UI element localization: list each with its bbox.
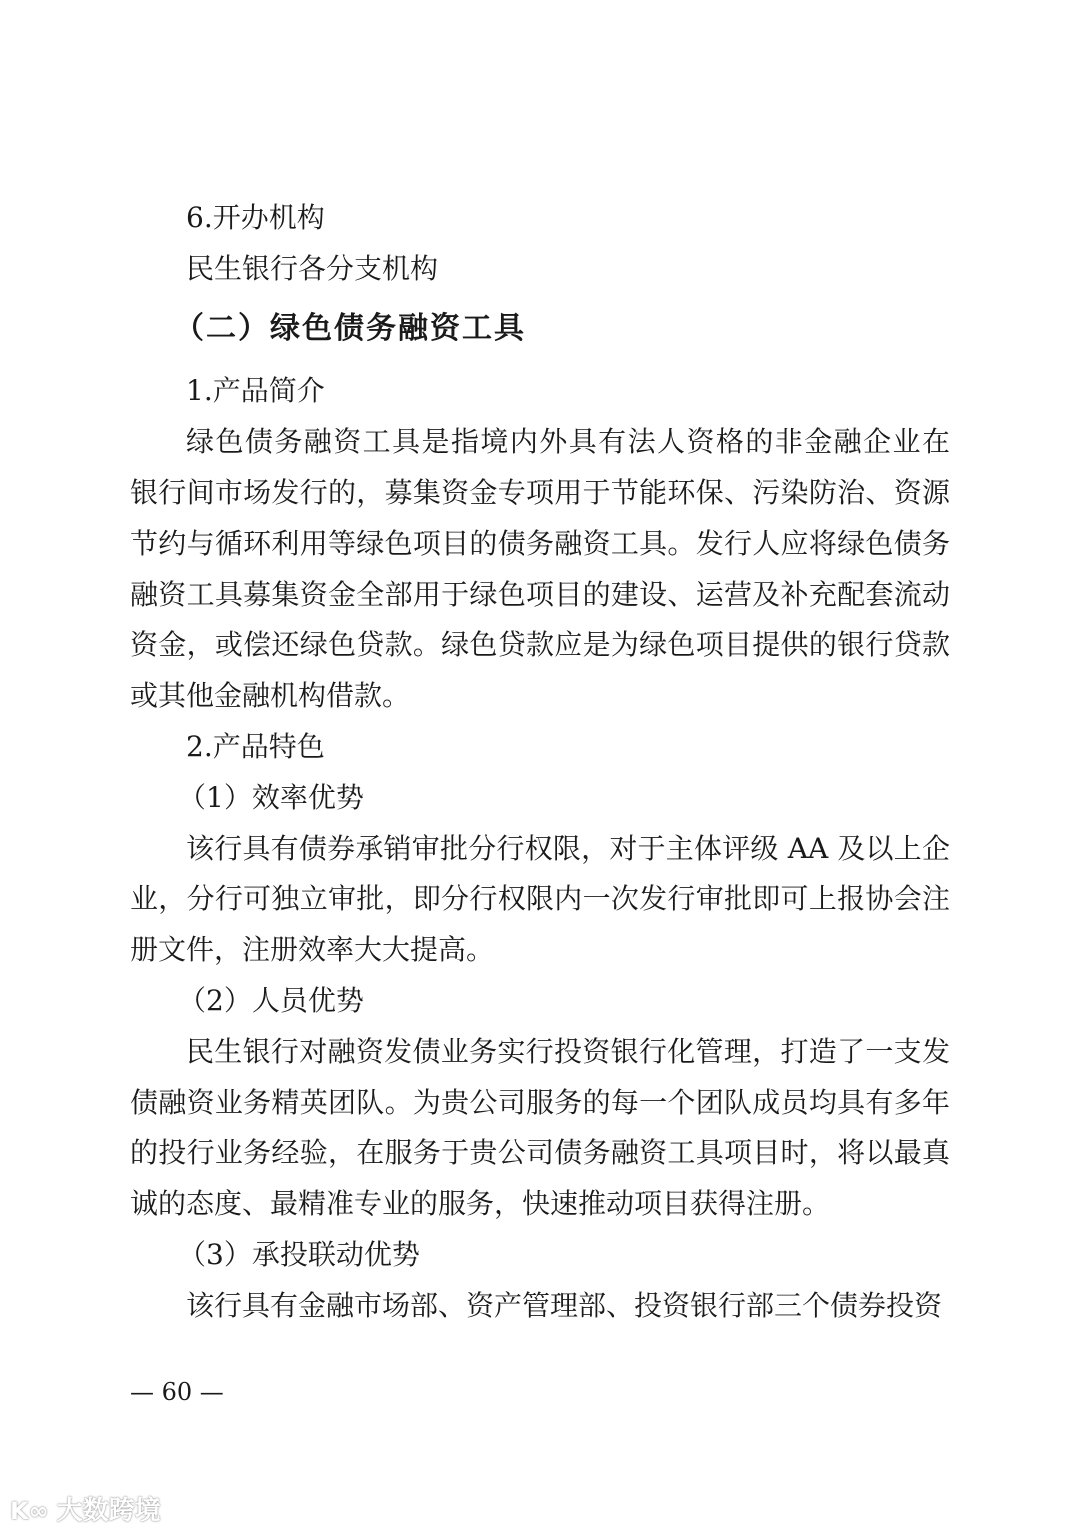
paragraph-line: 该行具有金融市场部、资产管理部、投资银行部三个债券投资 [186,1288,943,1322]
page-number: — 60 — [130,1378,224,1406]
paragraph-line: 融资工具募集资金全部用于绿色项目的建设、运营及补充配套流动 [130,577,950,611]
paragraph-line: 1.产品简介 [186,374,325,408]
section-heading: （二）绿色债务融资工具 [174,310,526,346]
paragraph-line: 册文件，注册效率大大提高。 [130,933,495,967]
paragraph-line: 6.开办机构 [186,201,325,234]
paragraph-line: 节约与循环利用等绿色项目的债务融资工具。发行人应将绿色债务 [130,526,950,560]
subsection-title: （3）承投联动优势 [178,1237,420,1271]
paragraph-line: 民生银行各分支机构 [186,251,439,285]
watermark-text: 大数跨境 [56,1496,161,1526]
subsection-title: （1）效率优势 [178,780,364,814]
paragraph-line: 2.产品特色 [186,729,325,763]
paragraph-line: 债融资业务精英团队。为贵公司服务的每一个团队成员均具有多年 [130,1085,950,1119]
document-body [130,193,950,1332]
paragraph-line: 该行具有债券承销审批分行权限，对于主体评级 AA 及以上企 [186,831,950,865]
paragraph-line: 的投行业务经验，在服务于贵公司债务融资工具项目时，将以最真 [130,1136,950,1170]
paragraph-line: 资金，或偿还绿色贷款。绿色贷款应是为绿色项目提供的银行贷款 [130,628,950,662]
paragraph-line: 诚的态度、最精准专业的服务，快速推动项目获得注册。 [130,1187,831,1221]
paragraph-line: 绿色债务融资工具是指境内外具有法人资格的非金融企业在 [186,425,950,459]
paragraph-line: 民生银行对融资发债业务实行投资银行化管理，打造了一支发 [186,1034,950,1068]
paragraph-line: 业，分行可独立审批，即分行权限内一次发行审批即可上报协会注 [130,882,950,916]
subsection-title: （2）人员优势 [178,983,364,1017]
watermark [10,1490,161,1527]
paragraph-line: 或其他金融机构借款。 [130,679,411,713]
paragraph-line: 银行间市场发行的，募集资金专项用于节能环保、污染防治、资源 [130,475,950,509]
watermark-logo-icon: K∞ [10,1497,49,1525]
